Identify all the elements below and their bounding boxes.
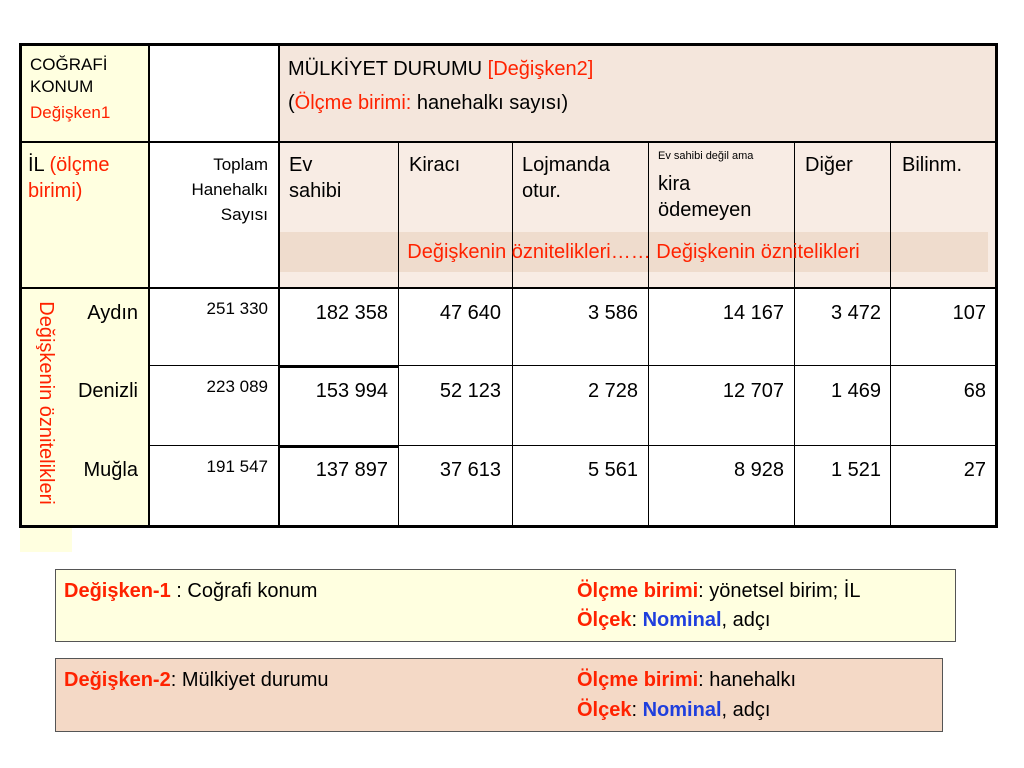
vertical-attributes-label: Değişkenin öznitelikleri [35,301,57,505]
grid-line [148,365,996,366]
col-ev-sahibi-line1: Ev [289,154,313,176]
legend2-scale-line [577,697,770,724]
legend1-unit-label: Ölçme birimi [577,580,699,602]
corner-variable: Değişken1 [30,103,111,122]
il-unit: (ölçme [49,154,110,176]
ownership-variable: [Değişken2] [487,58,594,80]
col-lojmanda-line2: otur. [522,180,561,202]
unit-value: hanehalkı sayısı) [416,92,569,114]
row-denizli-bilinm: 68 [963,380,986,402]
unit-label: Ölçme birimi: [294,92,412,114]
legend2-var-label: Değişken-2 [64,669,171,691]
grid-line [279,365,399,368]
row-denizli-kira-odemeyen: 12 707 [722,380,784,402]
legend1-colon: : [631,609,643,631]
row-denizli-lojmanda: 2 728 [587,380,638,402]
table-border-right [995,43,998,528]
legend1-variable-line [64,578,317,605]
row-denizli-total: 223 089 [206,377,268,396]
legend1-scale-label: Ölçek [577,609,632,631]
col-lojmanda [522,152,644,204]
ownership-title: MÜLKİYET DURUMU [288,58,483,80]
total-line2: Hanehalkı [191,180,268,199]
col-kira-line1: kira [658,173,691,195]
grid-line [20,287,996,289]
col-kira-line2: ödemeyen [658,199,752,221]
legend2-scale-rest: , adçı [721,699,771,721]
legend2-unit-line [577,667,796,694]
total-line3: Sayısı [220,205,268,224]
legend-variable-2 [55,658,943,732]
grid-line [20,141,996,143]
legend1-scale-rest: , adçı [721,609,771,631]
legend2-variable-line [64,667,329,694]
table-border-top [20,43,998,46]
legend2-colon: : [631,699,643,721]
il-unit-2: birimi) [28,180,83,202]
row-mugla-lojmanda: 5 561 [587,459,638,481]
legend1-scale-value: Nominal [642,609,722,631]
corner-header [30,54,145,124]
row-aydin-bilinm: 107 [952,302,986,324]
grid-line [278,44,280,526]
legend1-var-label: Değişken-1 [64,580,171,602]
row-mugla-bilinm: 27 [963,459,986,481]
legend2-scale-value: Nominal [642,699,722,721]
ownership-header [288,56,988,116]
legend2-var-desc: : Mülkiyet durumu [170,669,329,691]
row-mugla-kiraci: 37 613 [439,459,501,481]
grid-line [148,445,996,446]
il-label: İL [28,154,44,176]
row-denizli-kiraci: 52 123 [439,380,501,402]
corner-line1: COĞRAFİ [30,55,108,74]
grid-line [148,44,150,526]
row-aydin-ev-sahibi: 182 358 [315,302,388,324]
il-header [28,152,146,204]
legend1-var-desc: : Coğrafi konum [170,580,318,602]
row-aydin-total: 251 330 [206,299,268,318]
col-kira-small: Ev sahibi değil ama [658,150,754,162]
row-mugla-ev-sahibi: 137 897 [315,459,388,481]
row-denizli-diger: 1 469 [830,380,881,402]
unit-open-paren: ( [288,92,295,114]
table-border-bottom [20,525,998,528]
col-ev-sahibi-line2: sahibi [289,180,342,202]
row-aydin-lojmanda: 3 586 [587,302,638,324]
row-mugla-total: 191 547 [206,457,268,476]
legend1-unit-desc: : yönetsel birim; İL [698,580,861,602]
total-line1: Toplam [213,155,268,174]
grid-line [279,445,399,448]
legend2-scale-label: Ölçek [577,699,632,721]
total-header [150,152,268,227]
col-diger: Diğer [805,154,853,176]
col-bilinm: Bilinm. [902,154,963,176]
row-mugla-il: Muğla [83,459,138,481]
col-kiraci: Kiracı [409,154,461,176]
row-denizli-il: Denizli [77,380,138,402]
row-mugla-kira-odemeyen: 8 928 [733,459,784,481]
row-denizli-ev-sahibi: 153 994 [315,380,388,402]
legend1-scale-line [577,607,770,634]
legend2-unit-label: Ölçme birimi [577,669,699,691]
corner-line2: KONUM [30,77,94,96]
col-kira-odemeyen [658,149,792,223]
row-aydin-diger: 3 472 [830,302,881,324]
attributes-banner: Değişkenin öznitelikleri…… Değişkenin öznitelikleri [407,241,860,263]
row-mugla-diger: 1 521 [830,459,881,481]
col-ev-sahibi [289,152,394,204]
legend-variable-1 [55,569,956,642]
col-lojmanda-line1: Lojmanda [522,154,610,176]
legend2-unit-desc: : hanehalkı [698,669,797,691]
table-border-left [19,43,22,528]
legend1-unit-line [577,578,860,605]
row-aydin-kiraci: 47 640 [439,302,501,324]
row-aydin-kira-odemeyen: 14 167 [722,302,784,324]
row-aydin-il: Aydın [87,302,138,324]
